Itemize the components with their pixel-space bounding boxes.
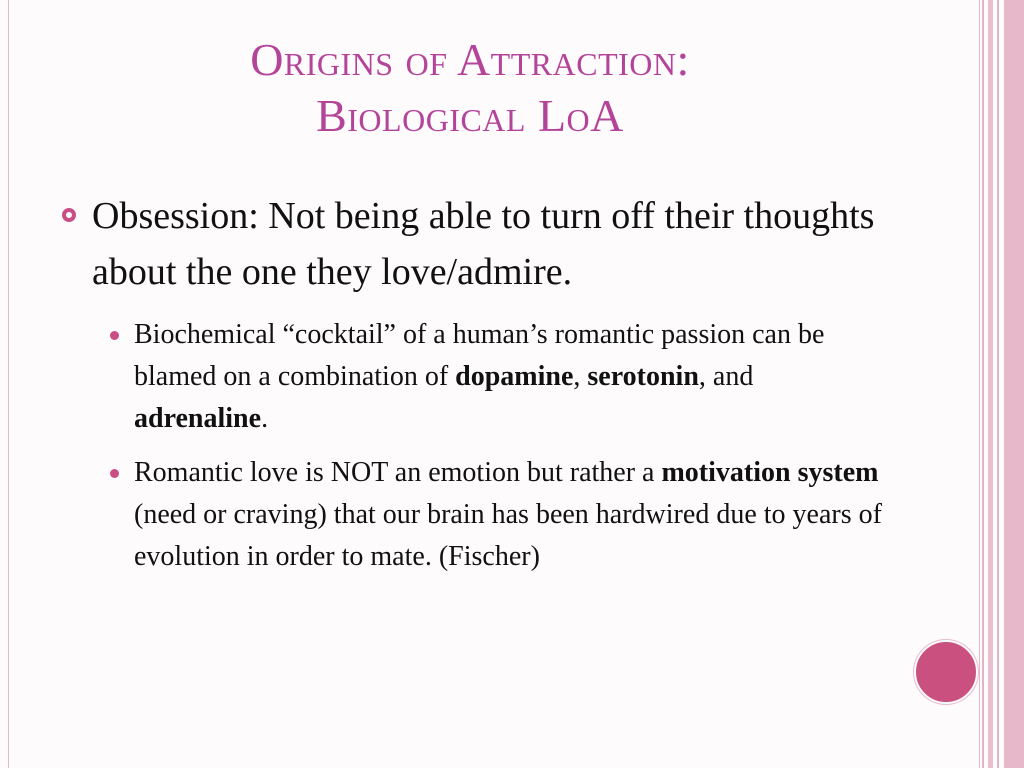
decorative-circle — [914, 640, 978, 704]
sub1-sep2: , and — [698, 361, 754, 392]
sub1-sep1: , — [573, 361, 588, 392]
sub2-text: Romantic love is NOT an emotion but rather a — [134, 457, 662, 488]
dot-bullet-icon — [110, 331, 119, 340]
term-adrenaline: adrenaline — [134, 403, 262, 434]
content-area — [62, 188, 892, 590]
stripe — [1004, 0, 1024, 768]
dot-bullet-icon — [110, 469, 119, 478]
sub-bullet-list — [62, 314, 892, 578]
stripe — [988, 0, 993, 768]
slide-title — [60, 32, 880, 144]
sub1-end: . — [261, 403, 269, 434]
term-serotonin: serotonin — [587, 361, 699, 392]
sub-bullet-1 — [108, 314, 892, 440]
bullet-text: Obsession: Not being able to turn off their thoughts about the one they love/admire. — [92, 195, 875, 293]
title-line-1: Origins of Attraction: — [250, 34, 690, 85]
term-motivation-system: motivation system — [661, 457, 879, 488]
bullet-level1 — [62, 188, 892, 300]
term-dopamine: dopamine — [455, 361, 574, 392]
sub2-text-cont: (need or craving) that our brain has been hardwired due to years of evolution in order to mate. (Fischer) — [134, 499, 882, 572]
sub-bullet-2 — [108, 452, 892, 578]
stripe — [982, 0, 984, 768]
title-line-2: Biological LoA — [316, 90, 624, 141]
sub1-text: Biochemical “cocktail” of a human’s romantic passion can be blamed on a combination of — [134, 319, 825, 392]
stripe — [997, 0, 999, 768]
decorative-stripes — [980, 0, 1024, 768]
ring-bullet-icon — [62, 208, 76, 222]
